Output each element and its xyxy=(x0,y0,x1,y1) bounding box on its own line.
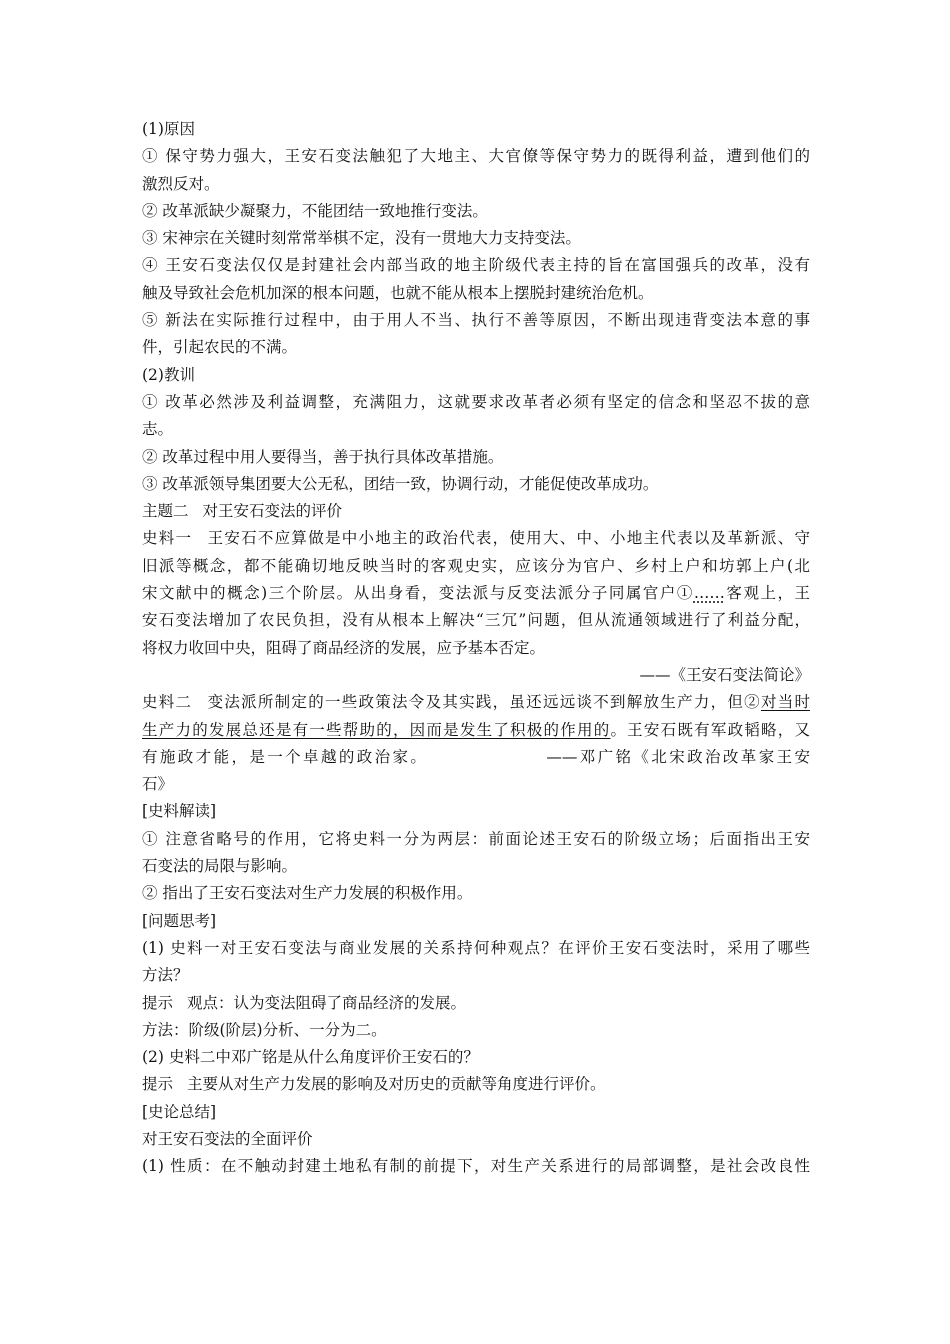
source-2-line-3: 有施政才能，是一个卓越的政治家。 ——邓广铭《北宋政治改革家王安 xyxy=(142,747,810,766)
summary-title: 对王安石变法的全面评价 xyxy=(142,1129,313,1148)
answer-1-method: 方法：阶级(阶层)分析、一分为二。 xyxy=(142,1020,387,1039)
theme-2-title: 对王安石变法的评价 xyxy=(202,502,343,521)
lesson-1-line-1: ① 改革必然涉及利益调整，充满阻力，这就要求改革者必须有坚定的信念和坚忍不拔的意 xyxy=(142,392,810,411)
reading-1-line-2: 石变法的局限与影响。 xyxy=(142,857,298,876)
lesson-3: ③ 改革派领导集团要大公无私，团结一致，协调行动，才能促使改革成功。 xyxy=(142,474,659,493)
source-2-line-2: 生产力的发展总还是有一些帮助的，因而是发生了积极的作用的。王安石既有军政韬略，又 xyxy=(142,720,810,739)
reading-2: ② 指出了王安石变法对生产力发展的积极作用。 xyxy=(142,884,473,903)
cause-5-line-2: 件，引起农民的不满。 xyxy=(142,338,298,357)
question-2: (2) 史料二中邓广铭是从什么角度评价王安石的？ xyxy=(142,1048,479,1067)
reading-heading: [史料解读] xyxy=(142,802,217,821)
lesson-1-line-2: 志。 xyxy=(142,420,174,439)
theme-2-label: 主题二 xyxy=(142,502,189,521)
ellipsis-mark: …… xyxy=(693,584,725,603)
answer-1: 提示 观点：认为变法阻碍了商品经济的发展。 xyxy=(142,993,467,1012)
summary-heading: [史论总结] xyxy=(142,1102,217,1121)
source-1-line-3: 宋文献中的概念)三个阶层。从出身看，变法派与反变法派分子同属官户①……客观上，王 xyxy=(142,584,810,603)
source-1-line-4: 安石变法增加了农民负担，没有从根本上解决“三冗”问题，但从流通领域进行了利益分配， xyxy=(142,611,810,630)
cause-1-line-2: 激烈反对。 xyxy=(142,174,220,193)
source-2-line-1: 史料二 变法派所制定的一些政策法令及其实践，虽还远远谈不到解放生产力，但②对当时 xyxy=(142,693,810,712)
question-1-line-1: (1) 史料一对王安石变法与商业发展的关系持何种观点？在评价王安石变法时，采用了哪些 xyxy=(142,938,810,957)
section-heading-lessons: (2)教训 xyxy=(142,365,195,384)
underlined-phrase-end: 生产力的发展总还是有一些帮助的，因而是发生了积极的作用的 xyxy=(142,720,611,739)
theme-2-heading xyxy=(142,498,810,525)
source-1-line-5: 将权力收回中央，阻碍了商品经济的发展，应予基本否定。 xyxy=(142,638,546,657)
source-1-citation: ——《王安石变法简论》 xyxy=(639,665,810,684)
source-2-line-4: 石》 xyxy=(142,775,174,794)
cause-1-line-1: ① 保守势力强大，王安石变法触犯了大地主、大官僚等保守势力的既得利益，遭到他们的 xyxy=(142,147,810,166)
source-2-label: 史料二 xyxy=(142,693,193,712)
questions-heading: [问题思考] xyxy=(142,911,217,930)
reading-1-line-1: ① 注意省略号的作用，它将史料一分为两层：前面论述王安石的阶级立场；后面指出王安 xyxy=(142,829,810,848)
cause-3: ③ 宋神宗在关键时刻常常举棋不定，没有一贯地大力支持变法。 xyxy=(142,229,581,248)
source-1-line-2: 旧派等概念，都不能确切地反映当时的客观史实，应该分为官户、乡村上户和坊郭上户(北 xyxy=(142,556,810,575)
hint-label: 提示 xyxy=(142,993,174,1012)
source-1-label: 史料一 xyxy=(142,529,193,548)
section-heading-causes: (1)原因 xyxy=(142,120,195,138)
lesson-2: ② 改革过程中用人要得当，善于执行具体改革措施。 xyxy=(142,447,504,466)
answer-2: 提示 主要从对生产力发展的影响及对历史的贡献等角度进行评价。 xyxy=(142,1075,606,1094)
question-1-line-2: 方法？ xyxy=(142,966,189,985)
summary-1-line-1: (1) 性质：在不触动封建土地私有制的前提下，对生产关系进行的局部调整，是社会改良性 xyxy=(142,1157,810,1176)
document-page xyxy=(142,116,810,1181)
cause-5-line-1: ⑤ 新法在实际推行过程中，由于用人不当、执行不善等原因，不断出现违背变法本意的事 xyxy=(142,311,810,330)
source-2-citation: ——邓广铭《北宋政治改革家王安 xyxy=(546,747,810,766)
cause-2: ② 改革派缺少凝聚力，不能团结一致地推行变法。 xyxy=(142,201,488,220)
underlined-phrase-start: 对当时 xyxy=(760,693,810,712)
cause-4-line-2: 触及导致社会危机加深的根本问题，也就不能从根本上摆脱封建统治危机。 xyxy=(142,283,654,302)
cause-4-line-1: ④ 王安石变法仅仅是封建社会内部当政的地主阶级代表主持的旨在富国强兵的改革，没有 xyxy=(142,256,810,275)
hint-label: 提示 xyxy=(142,1075,174,1094)
source-1-line-1: 史料一 王安石不应算做是中小地主的政治代表，使用大、中、小地主代表以及革新派、守 xyxy=(142,529,810,548)
